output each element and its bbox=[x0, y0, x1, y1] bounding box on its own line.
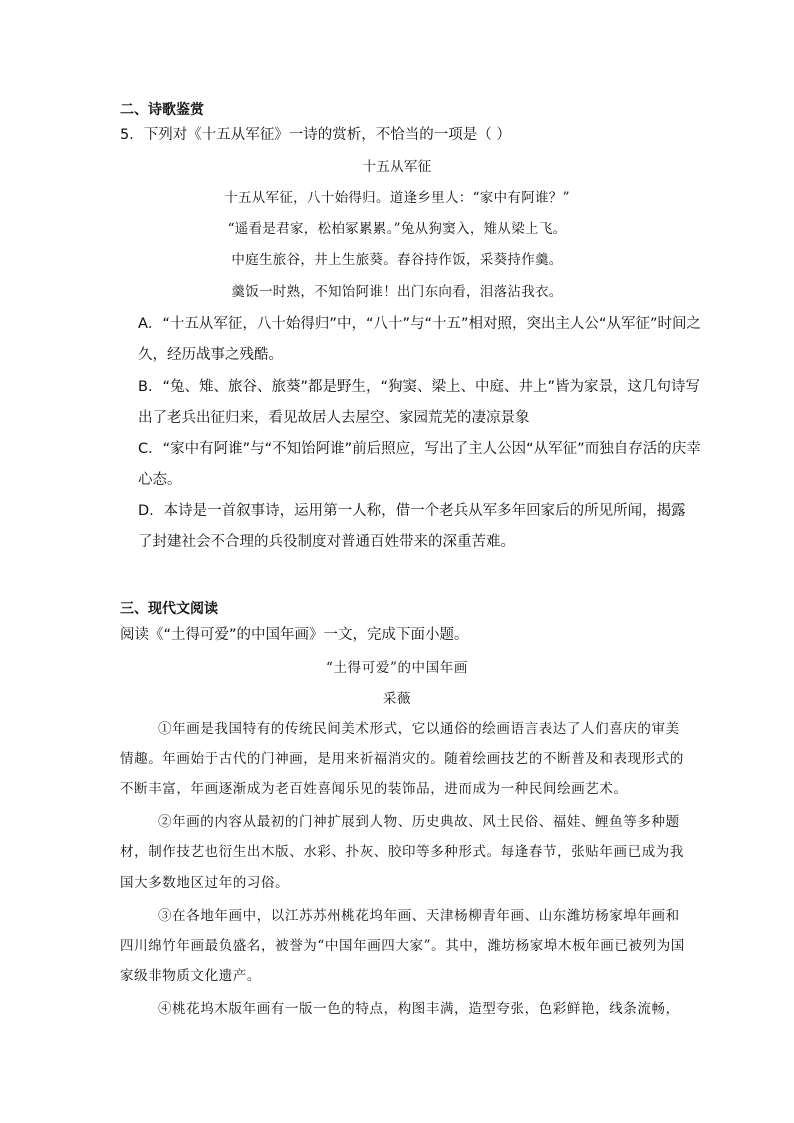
article-p3-line-1: ③在各地年画中，以江苏苏州桃花坞年画、天津杨柳青年画、山东潍坊杨家埠年画和 bbox=[158, 908, 680, 924]
article-p1-line-2: 情趣。年画始于古代的门神画，是用来祈福消灾的。随着绘画技艺的不断普及和表现形式的 bbox=[120, 751, 684, 767]
poem-title: 十五从军征 bbox=[362, 159, 432, 175]
article-p1-line-3: 不断丰富，年画逐渐成为老百姓喜闻乐见的装饰品，进而成为一种民间绘画艺术。 bbox=[120, 781, 628, 797]
article-p1-line-1: ①年画是我国特有的传统民间美术形式，它以通俗的绘画语言表达了人们喜庆的审美 bbox=[158, 721, 680, 737]
section-heading-modern-reading: 三、现代文阅读 bbox=[120, 601, 218, 617]
article-title: “土得可爱”的中国年画 bbox=[326, 660, 468, 676]
article-p2-line-2: 材，制作技艺也衍生出木版、水彩、扑灰、胶印等多种形式。每逢春节，张贴年画已成为我 bbox=[120, 844, 684, 860]
option-a-line-2: 久，经历战事之残酷。 bbox=[138, 347, 283, 363]
article-p2-line-3: 国大多数地区过年的习俗。 bbox=[120, 875, 290, 891]
option-d-line-1: D．本诗是一首叙事诗，运用第一人称，借一个老兵从军多年回家后的所见所闻，揭露 bbox=[138, 503, 686, 519]
poem-line-2: “遥看是君家，松柏冢累累。”兔从狗窦入，雉从梁上飞。 bbox=[227, 221, 567, 237]
section-heading-poetry: 二、诗歌鉴赏 bbox=[120, 102, 204, 118]
question-5: 5．下列对《十五从军征》一诗的赏析，不恰当的一项是（ ） bbox=[120, 127, 511, 143]
option-c-line-1: C．“家中有阿谁”与“不知饴阿谁”前后照应，写出了主人公因“从军征”而独自存活的庆幸 bbox=[138, 441, 701, 457]
poem-line-4: 羹饭一时熟，不知饴阿谁！出门东向看，泪落沾我衣。 bbox=[231, 284, 563, 300]
poem-line-1: 十五从军征，八十始得归。道逢乡里人：“家中有阿谁？” bbox=[224, 190, 570, 206]
article-p2-line-1: ②年画的内容从最初的门神扩展到人物、历史典故、风土民俗、福娃、鲤鱼等多种题 bbox=[158, 814, 680, 830]
article-p3-line-3: 家级非物质文化遗产。 bbox=[120, 968, 261, 984]
option-d-line-2: 了封建社会不合理的兵役制度对普通百姓带来的深重苦难。 bbox=[138, 534, 515, 550]
option-a-line-1: A．“十五从军征，八十始得归”中，“八十”与“十五”相对照，突出主人公“从军征”时间之 bbox=[138, 316, 702, 332]
option-b-line-2: 出了老兵出征归来，看见故居人去屋空、家园荒芜的凄凉景象 bbox=[138, 410, 530, 426]
article-author: 采薇 bbox=[382, 691, 412, 707]
option-b-line-1: B．“兔、雉、旅谷、旅葵”都是野生，“狗窦、梁上、中庭、井上”皆为家景，这几句诗写 bbox=[138, 379, 700, 395]
article-p3-line-2: 四川绵竹年画最负盛名，被誉为“中国年画四大家”。其中，潍坊杨家埠木板年画已被列为国 bbox=[120, 938, 685, 954]
article-p4-line-1: ④桃花坞木版年画有一版一色的特点，构图丰满，造型夸张，色彩鲜艳，线条流畅， bbox=[158, 1001, 680, 1017]
reading-instruction: 阅读《“土得可爱”的中国年画》一文，完成下面小题。 bbox=[120, 627, 469, 643]
poem-line-3: 中庭生旅谷，井上生旅葵。舂谷持作饭，采葵持作羹。 bbox=[231, 252, 563, 268]
option-c-line-2: 心态。 bbox=[138, 472, 182, 488]
